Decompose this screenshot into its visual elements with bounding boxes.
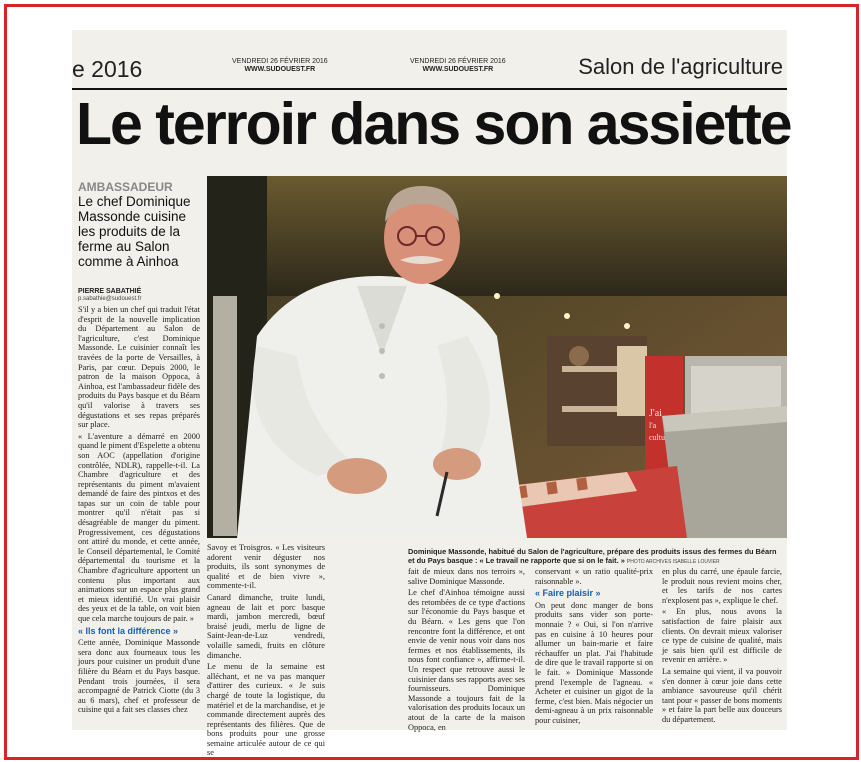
header-date-right (410, 58, 506, 74)
paragraph: « L'aventure a démarré en 2000 quand le piment d'Espelette a obtenu son AOC (appellation d'origine contrôlée, NDLR), rappelle-t-il. La Chambre d'agriculture et des représentants du piment m'avaient demandé de faire des pintxos et des tapas sur un coin de table pour montrer qu'il n'était pas si désagréable de manger du piment. Progressivement, ces dégustations ont attiré du monde, et cette année, le Conseil départemental, le Comité départemental du tourisme et la Chambre d'agriculture apportent un contenu plus important aux animations sur un espace plus grand et mieux identifié. Un vrai plaisir des yeux et de la table, on voit bien que cela marche toujours de pair. » (78, 431, 200, 623)
paragraph: fait de mieux dans nos terroirs », salive Dominique Massonde. (408, 567, 525, 586)
subhead: « Faire plaisir » (535, 588, 601, 599)
paragraph: en plus du carré, une épaule farcie, le produit nous revient moins cher, et les tarifs de nos cartes n'explosent pas », explique le chef. (662, 567, 782, 605)
header-site-right: WWW.SUDOUEST.FR (422, 66, 494, 73)
article-column-2 (207, 543, 325, 758)
newspaper-page (72, 30, 791, 758)
header-site-left: WWW.SUDOUEST.FR (244, 66, 316, 73)
subhead: « Ils font la différence » (78, 625, 179, 636)
paragraph: On peut donc manger de bons produits sans vider son porte-monnaie ? « Oui, si l'on n'arrive pas en cuisine à 10 heures pour allumer un bain-marie et faire réchauffer un plat. J'ai l'habitude de dire que le travail rapporte si on le fait. » Dominique Massonde prend l'exemple de l'agneau. « Acheter et cuisiner un gigot de la ferme, c'est bien. Mais négocier un demi-agneau à un prix raisonnable pour cuisiner, (535, 600, 653, 725)
byline-email: p.sabathie@sudouest.fr (78, 296, 142, 302)
kicker: AMBASSADEUR (78, 180, 173, 194)
article-column-5 (662, 567, 782, 730)
paragraph: conservant « un ratio qualité-prix raisonnable ». (535, 567, 653, 586)
paragraph: Cette année, Dominique Massonde sera donc aux fourneaux tous les jours pour cuisiner un produit d'une filière du Béarn et du Pays basque. Pendant trois journées, il sera accompagné de Patrick Ciotte (du 3 au 6 mars), chef et professeur de cuisine qui a fait ses classes chez (78, 638, 200, 715)
paragraph: Savoy et Troisgros. « Les visiteurs adorent venir déguster nos produits, ils sont synonymes de qualité et de bien vivre », commente-t-il. (207, 543, 325, 591)
svg-text:J'ai: J'ai (649, 408, 662, 419)
header-section: Salon de l'agriculture (578, 54, 783, 79)
photo-caption (408, 547, 780, 567)
article-column-3 (408, 567, 525, 730)
paragraph: S'il y a bien un chef qui traduit l'état d'esprit de la nouvelle implication du Département au Salon de l'agriculture, c'est Dominique Massonde. Le cuisinier connaît les travées de la porte de Versailles, à Paris, par cœur. Depuis 2000, le patron de la maison Oppoca, à Ainhoa, est l'ambassadeur fidèle des produits du Pays basque et du Béarn qu'il valorise à travers ses dégustations et ses repas préparés sur place. (78, 305, 200, 430)
photo-credit: PHOTO ARCHIVES ISABELLE LOUVIER (626, 559, 720, 565)
header-year-fragment: e 2016 (72, 56, 143, 82)
header-date-left-text: VENDREDI 26 FÉVRIER 2016 (232, 58, 328, 65)
paragraph: « En plus, nous avons la satisfaction de faire plaisir aux clients. On devrait mieux valoriser ce type de cuisine de qualité, mais je sais bien qu'il est difficile de revenir en arrière. » (662, 607, 782, 665)
headline: Le terroir dans son assiette (76, 91, 791, 157)
svg-text:cultu: cultu (649, 433, 665, 442)
paragraph: Le chef d'Ainhoa témoigne aussi des retombées de ce type d'actions sur l'économie du Pays basque et du Béarn. « Les gens que l'on rencontre font la différence, et ont envie de venir nous voir dans nos fermes et nos établissements, ils nous font confiance », affirme-t-il. Un respect que retrouve aussi le cuisinier dans ses rapports avec ses fournisseurs. Dominique Massonde a toujours fait de la valorisation des produits locaux un atout de la carte de la maison Oppoca, en (408, 588, 525, 732)
article-column-4 (535, 567, 653, 730)
byline: PIERRE SABATHIÉ (78, 288, 142, 295)
header-date-right-text: VENDREDI 26 FÉVRIER 2016 (410, 58, 506, 65)
caption-text: Dominique Massonde, habitué du Salon de l'agriculture, prépare des produits issus des fermes du Béarn et du Pays basque : « Le travail ne rapporte que si on le fait. » (408, 547, 777, 565)
paragraph: Canard dimanche, truite lundi, agneau de lait et porc basque mardi, jambon mercredi, bœuf braisé jeudi, merlu de ligne de Saint-Jean-de-Luz vendredi, volaille samedi, fruits en clôture dimanche. (207, 592, 325, 660)
paragraph: La semaine qui vient, il va pouvoir s'en donner à cœur joie dans cette ambiance savoureuse qu'il chérit tant pour « passer de bons moments » et faire la part belle aux douceurs du département. (662, 666, 782, 724)
svg-text:l'a: l'a (649, 421, 657, 430)
deck: Le chef Dominique Massonde cuisine les produits de la ferme au Salon comme à Ainhoa (78, 194, 191, 269)
paragraph: Le menu de la semaine est alléchant, et ne va pas manquer d'attirer des curieux. « Je suis chargé de toute la logistique, du matériel et de la marchandise, et je commande directement auprès des représentants des filières. Que de bons produits pour une grosse semaine articulée autour de ce qui se (207, 662, 325, 758)
article-column-1 (78, 305, 200, 725)
header-date-left (232, 58, 328, 74)
chef-photo (207, 176, 787, 538)
